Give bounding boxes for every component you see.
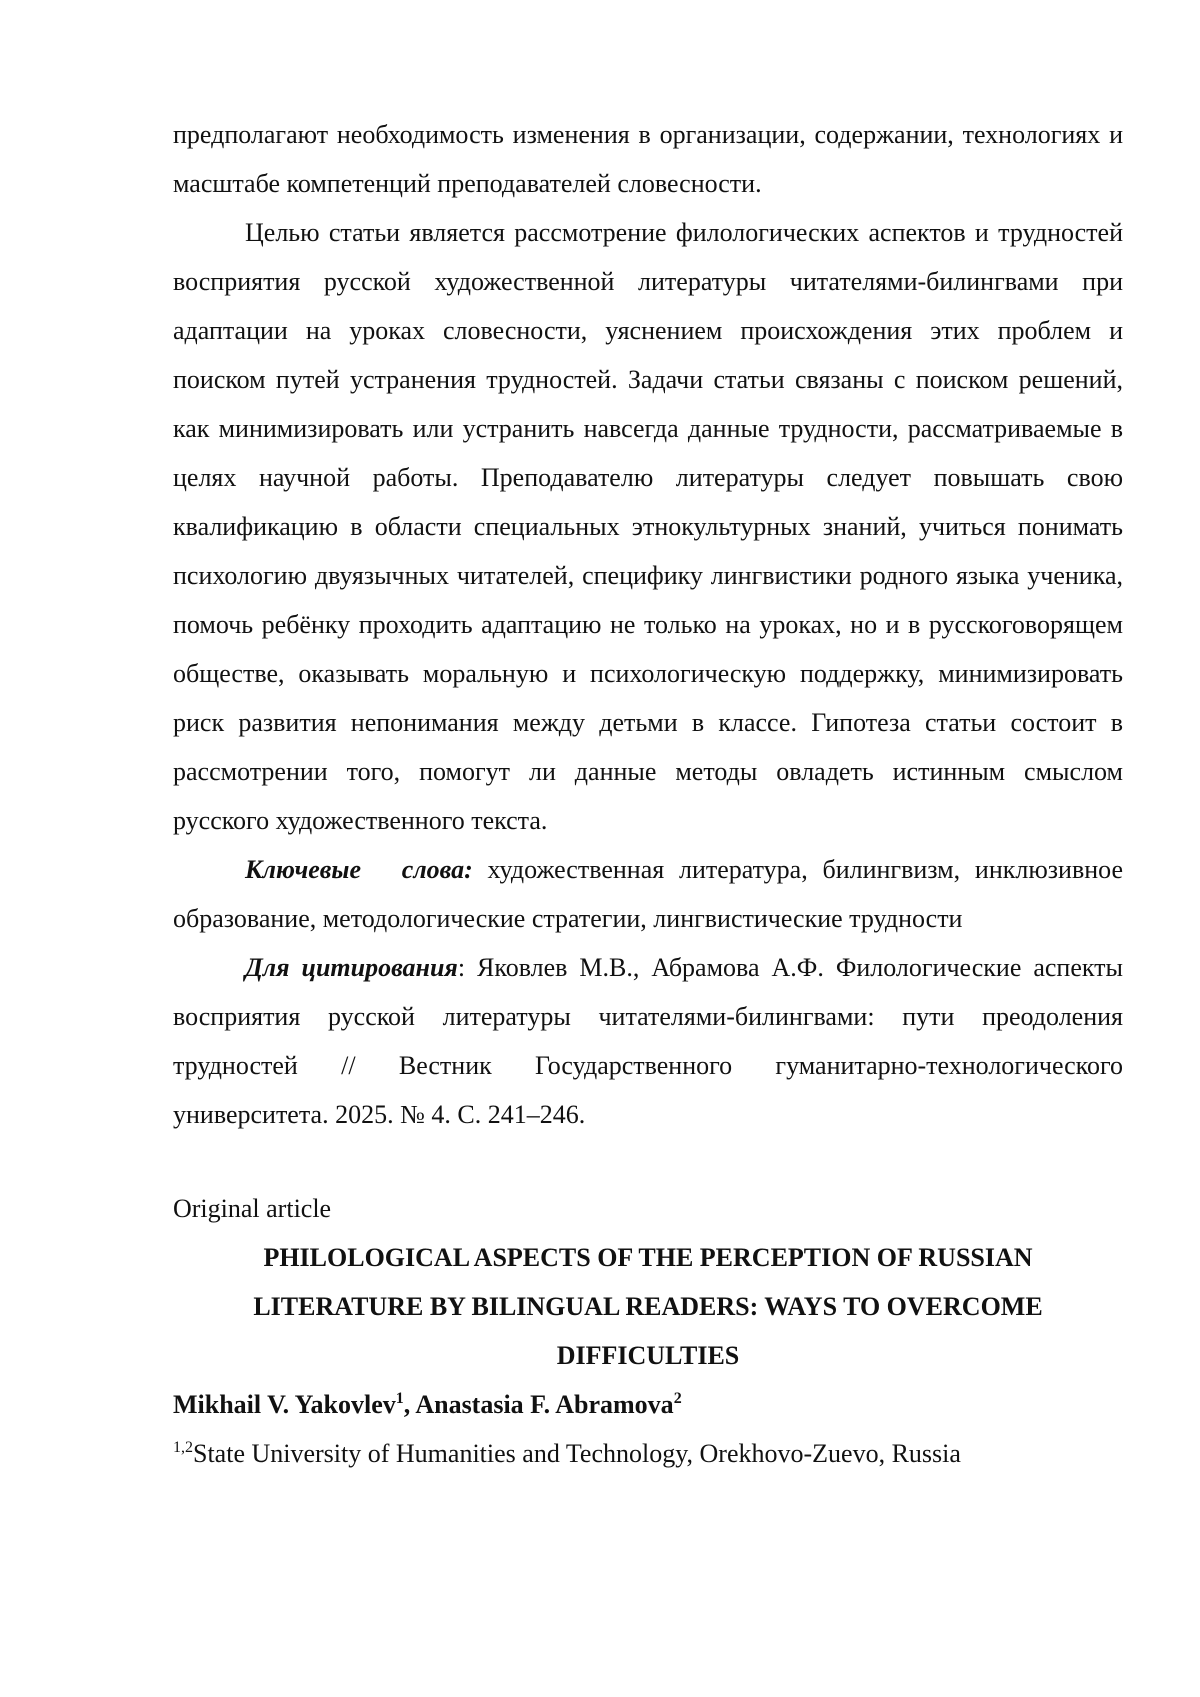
affiliation-mark: 1,2 [173, 1439, 193, 1456]
author-affiliation-mark: 1 [395, 1390, 404, 1407]
author-affiliation-mark: 2 [673, 1390, 682, 1407]
citation-text: : Яковлев М.В., Абрамова А.Ф. Филологические аспекты восприятия русской литературы читателями-билингвами: пути преодоления трудностей // Вестник Государственного гуманитарно-технологического университета. 2025. № 4. С. 241–246. [173, 953, 1124, 1129]
citation-paragraph [173, 943, 1123, 1139]
authors-separator: , [403, 1390, 416, 1419]
english-title-line-1: PHILOLOGICAL ASPECTS OF THE PERCEPTION OF RUSSIAN [263, 1243, 1033, 1272]
section-spacer [173, 1139, 1123, 1184]
affiliation-text: State University of Humanities and Technology, Orekhovo-Zuevo, Russia [193, 1439, 961, 1468]
english-title-line-2: LITERATURE BY BILINGUAL READERS: WAYS TO OVERCOME [253, 1292, 1043, 1321]
author-name: Anastasia F. Abramova [415, 1390, 674, 1419]
keywords-paragraph [173, 845, 1123, 943]
page-content [173, 110, 1123, 1478]
keywords-text: художественная литература, билингвизм, инклюзивное образование, методологические стратегии, лингвистические трудности [173, 855, 1123, 933]
citation-label: Для цитирования [245, 953, 458, 982]
english-title-line-3: DIFFICULTIES [556, 1341, 740, 1370]
keywords-label: Ключевые слова: [245, 855, 473, 884]
authors-line [173, 1380, 1123, 1429]
paragraph-aims: Целью статьи является рассмотрение филологических аспектов и трудностей восприятия русской художественной литературы читателями-билингвами при адаптации на уроках словесности, уяснением происхождения этих проблем и поиском путей устранения трудностей. Задачи статьи связаны с поиском решений, как минимизировать или устранить навсегда данные трудности, рассматриваемые в целях научной работы. Преподавателю литературы следует повышать свою квалификацию в области специальных этнокультурных знаний, учиться понимать психологию двуязычных читателей, специфику лингвистики родного языка ученика, помочь ребёнку проходить адаптацию не только на уроках, но и в русскоговорящем обществе, оказывать моральную и психологическую поддержку, минимизировать риск развития непонимания между детьми в классе. Гипотеза статьи состоит в рассмотрении того, помогут ли данные методы овладеть истинным смыслом русского художественного текста. [173, 218, 1123, 835]
paragraph-continuation: предполагают необходимость изменения в организации, содержании, технологиях и масштабе компетенций преподавателей словесности. [173, 120, 1123, 198]
author-name: Mikhail V. Yakovlev [173, 1390, 396, 1419]
article-type: Original article [173, 1194, 332, 1223]
affiliation-line [173, 1429, 1123, 1478]
